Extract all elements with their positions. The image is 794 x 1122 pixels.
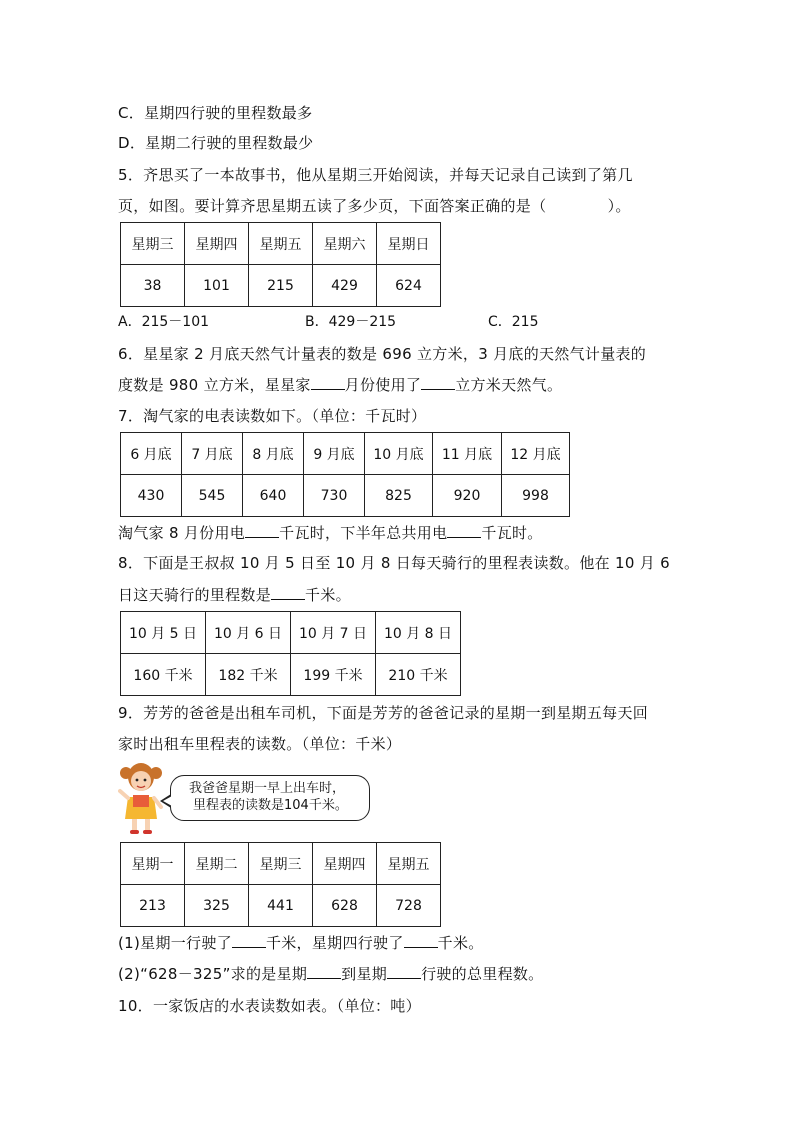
q5-value-cell: 101 xyxy=(185,265,249,307)
q5-option-c: C．215 xyxy=(488,314,539,330)
q8-header-cell: 10 月 8 日 xyxy=(376,612,461,654)
q9-text-line1: 9．芳芳的爸爸是出租车司机，下面是芳芳的爸爸记录的星期一到星期五每天回 xyxy=(118,704,649,722)
answer-blank[interactable] xyxy=(404,933,438,948)
q5-option-a: A．215－101 xyxy=(118,314,210,330)
q6-text-part: 立方米天然气。 xyxy=(455,376,563,394)
q7-header-cell: 9 月底 xyxy=(304,433,365,475)
q7-text-part: 淘气家 8 月份用电 xyxy=(118,524,246,542)
q9-value-cell: 213 xyxy=(121,885,185,927)
q8-header-cell: 10 月 6 日 xyxy=(206,612,291,654)
q7-value-cell: 825 xyxy=(365,475,433,517)
q7-tail-text xyxy=(118,523,543,543)
speech-bubble xyxy=(170,775,370,821)
speech-bubble-line: 里程表的读数是104千米。 xyxy=(193,798,348,813)
q8-text-line2 xyxy=(118,585,351,605)
q7-header-cell: 8 月底 xyxy=(243,433,304,475)
q9-header-cell: 星期五 xyxy=(377,843,441,885)
q7-value-cell: 920 xyxy=(433,475,502,517)
q7-header-cell: 11 月底 xyxy=(433,433,502,475)
q9-text-part: 千米，星期四行驶了 xyxy=(265,934,404,952)
q8-header-cell: 10 月 7 日 xyxy=(291,612,376,654)
q9-header-cell: 星期三 xyxy=(249,843,313,885)
q5-value-cell: 429 xyxy=(313,265,377,307)
q7-text-part: 千瓦时，下半年总共用电 xyxy=(279,524,448,542)
q5-option-b: B．429－215 xyxy=(305,314,397,330)
q8-header-cell: 10 月 5 日 xyxy=(121,612,206,654)
q5-header-cell: 星期日 xyxy=(377,223,441,265)
q8-text-part: 千米。 xyxy=(305,586,351,604)
q7-header-cell: 10 月底 xyxy=(365,433,433,475)
q9-text-part: 到星期 xyxy=(341,965,388,983)
q7-header-cell: 7 月底 xyxy=(182,433,243,475)
q9-header-cell: 星期一 xyxy=(121,843,185,885)
q5-value-cell: 624 xyxy=(377,265,441,307)
q7-text-part: 千瓦时。 xyxy=(481,524,543,542)
q6-text-line2 xyxy=(118,375,562,395)
q10-text-line1: 10．一家饭店的水表读数如表。（单位：吨） xyxy=(118,997,421,1015)
girl-illustration xyxy=(118,757,164,835)
q7-value-cell: 730 xyxy=(304,475,365,517)
q9-text-part: (2)“628－325”求的是星期 xyxy=(118,965,308,983)
q9-header-cell: 星期二 xyxy=(185,843,249,885)
q7-value-cell: 998 xyxy=(502,475,570,517)
q8-table xyxy=(120,611,461,696)
q8-text-part: 日这天骑行的里程数是 xyxy=(118,586,272,604)
q9-text-part: 行驶的总里程数。 xyxy=(421,965,544,983)
q8-text-line1: 8．下面是王叔叔 10 月 5 日至 10 月 8 日每天骑行的里程表读数。他在 10 月 6 xyxy=(118,554,670,572)
q6-text-line1: 6．星星家 2 月底天然气计量表的数是 696 立方米，3 月底的天然气计量表的 xyxy=(118,345,647,363)
answer-blank[interactable] xyxy=(311,375,345,390)
q7-header-cell: 6 月底 xyxy=(121,433,182,475)
q7-value-cell: 430 xyxy=(121,475,182,517)
q8-value-cell: 210 千米 xyxy=(376,654,461,696)
q7-value-cell: 545 xyxy=(182,475,243,517)
q9-sub1 xyxy=(118,933,484,953)
q8-value-cell: 182 千米 xyxy=(206,654,291,696)
q5-text-line2: 页，如图。要计算齐思星期五读了多少页，下面答案正确的是（ ）。 xyxy=(118,197,631,215)
q6-text-part: 月份使用了 xyxy=(344,376,422,394)
q5-header-cell: 星期三 xyxy=(121,223,185,265)
q9-value-cell: 441 xyxy=(249,885,313,927)
q9-text-part: (1)星期一行驶了 xyxy=(118,934,232,952)
q9-text-line2: 家时出租车里程表的读数。（单位：千米） xyxy=(118,735,402,753)
q7-header-cell: 12 月底 xyxy=(502,433,570,475)
q5-value-cell: 215 xyxy=(249,265,313,307)
answer-blank[interactable] xyxy=(387,964,421,979)
q5-table xyxy=(120,222,441,307)
answer-blank[interactable] xyxy=(447,523,481,538)
answer-blank[interactable] xyxy=(232,933,266,948)
q9-value-cell: 325 xyxy=(185,885,249,927)
answer-blank[interactable] xyxy=(307,964,341,979)
q5-value-cell: 38 xyxy=(121,265,185,307)
q4-option-d: D．星期二行驶的里程数最少 xyxy=(118,134,314,152)
q9-value-cell: 728 xyxy=(377,885,441,927)
q7-table xyxy=(120,432,570,517)
q9-table xyxy=(120,842,441,927)
q8-value-cell: 199 千米 xyxy=(291,654,376,696)
answer-blank[interactable] xyxy=(245,523,279,538)
q4-option-c: C．星期四行驶的里程数最多 xyxy=(118,104,313,122)
q9-sub2 xyxy=(118,964,543,984)
q5-text-line1: 5．齐思买了一本故事书，他从星期三开始阅读，并每天记录自己读到了第几 xyxy=(118,166,633,184)
answer-blank[interactable] xyxy=(421,375,455,390)
q5-header-cell: 星期四 xyxy=(185,223,249,265)
q9-header-cell: 星期四 xyxy=(313,843,377,885)
answer-blank[interactable] xyxy=(271,585,305,600)
speech-bubble-text xyxy=(189,780,348,814)
q7-value-cell: 640 xyxy=(243,475,304,517)
q8-value-cell: 160 千米 xyxy=(121,654,206,696)
q7-text-line1: 7．淘气家的电表读数如下。（单位：千瓦时） xyxy=(118,407,427,425)
q6-text-part: 度数是 980 立方米，星星家 xyxy=(118,376,311,394)
speech-bubble-line: 我爸爸星期一早上出车时， xyxy=(189,781,346,796)
q5-header-cell: 星期五 xyxy=(249,223,313,265)
q9-text-part: 千米。 xyxy=(437,934,484,952)
q9-value-cell: 628 xyxy=(313,885,377,927)
speech-bubble-tail-fill xyxy=(163,796,172,806)
q5-header-cell: 星期六 xyxy=(313,223,377,265)
